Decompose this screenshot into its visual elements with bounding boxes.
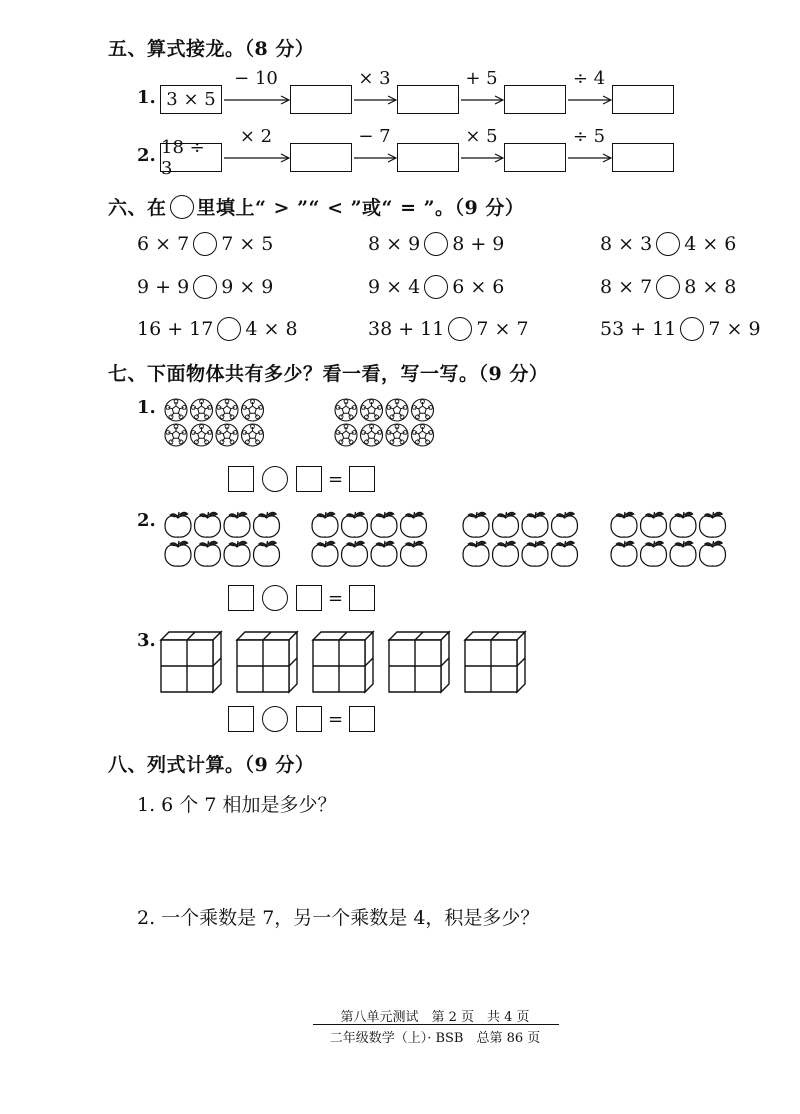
chain-operation-label: × 2 bbox=[239, 126, 273, 147]
arrow-right-icon bbox=[222, 94, 290, 106]
apple-icon bbox=[611, 512, 637, 537]
soccer-ball-icon bbox=[216, 424, 238, 446]
comparison-left: 8 × 3 bbox=[600, 233, 653, 255]
answer-box[interactable] bbox=[349, 585, 375, 611]
apple-icon bbox=[254, 512, 280, 537]
comparison-circle[interactable] bbox=[656, 275, 680, 299]
section7-title: 七、下面物体共有多少？看一看，写一写。（9 分） bbox=[108, 363, 549, 385]
apple-icon bbox=[254, 541, 280, 566]
answer-box[interactable] bbox=[290, 85, 352, 114]
soccer-ball-icon bbox=[165, 424, 187, 446]
chain-number: 1. bbox=[137, 87, 156, 108]
comparison-item bbox=[137, 317, 298, 341]
apple-icon bbox=[165, 512, 191, 537]
apple-icon bbox=[641, 512, 667, 537]
apple-icon bbox=[611, 541, 637, 566]
apple-icon bbox=[195, 541, 221, 566]
soccer-ball-icon bbox=[191, 424, 213, 446]
comparison-item bbox=[137, 275, 273, 299]
apple-icon bbox=[552, 541, 578, 566]
comparison-circle[interactable] bbox=[424, 275, 448, 299]
comparison-circle[interactable] bbox=[448, 317, 472, 341]
cube-stack-icon bbox=[161, 632, 221, 692]
apple-icon bbox=[522, 512, 548, 537]
comparison-item bbox=[137, 232, 273, 256]
apple-icon bbox=[670, 512, 696, 537]
chain-start-box: 18 ÷ 3 bbox=[160, 143, 222, 172]
apple-icon bbox=[342, 541, 368, 566]
comparison-left: 8 × 9 bbox=[368, 233, 421, 255]
comparison-item bbox=[600, 275, 736, 299]
comparison-left: 9 × 4 bbox=[368, 276, 421, 298]
cube-stack-icon bbox=[465, 632, 525, 692]
footer-divider bbox=[313, 1024, 559, 1025]
soccer-ball-icon bbox=[191, 399, 213, 421]
apple-icon bbox=[700, 541, 726, 566]
answer-box[interactable] bbox=[349, 466, 375, 492]
chain-start-box: 3 × 5 bbox=[160, 85, 222, 114]
footer-line-1: 第八单元测试 第 2 页 共 4 页 bbox=[340, 1010, 530, 1025]
equals-sign: = bbox=[328, 708, 344, 730]
apple-icon bbox=[522, 541, 548, 566]
answer-box[interactable] bbox=[228, 706, 254, 732]
chain-operation-label: − 10 bbox=[234, 68, 278, 89]
apple-icon bbox=[312, 541, 338, 566]
comparison-left: 8 × 7 bbox=[600, 276, 653, 298]
section6-title-post: 里填上“ > ”“ < ”或“ = ”。（9 分） bbox=[196, 197, 525, 219]
cube-stack-icon bbox=[237, 632, 297, 692]
section8-question-2: 2. 一个乘数是 7，另一个乘数是 4，积是多少？ bbox=[137, 907, 540, 929]
arrow-right-icon bbox=[222, 152, 290, 164]
arrow-right-icon bbox=[566, 152, 612, 164]
arrow-right-icon bbox=[566, 94, 612, 106]
section5-title: 五、算式接龙。（8 分） bbox=[108, 38, 315, 60]
footer-line-2: 二年级数学（上）· BSB 总第 86 页 bbox=[329, 1031, 541, 1046]
apple-icon bbox=[670, 541, 696, 566]
soccer-ball-icon bbox=[412, 424, 434, 446]
apple-icon bbox=[493, 512, 519, 537]
apple-icon bbox=[463, 512, 489, 537]
comparison-item bbox=[600, 232, 736, 256]
chain-operation-label: × 3 bbox=[358, 68, 391, 89]
section6-title bbox=[108, 193, 524, 220]
comparison-circle[interactable] bbox=[193, 232, 217, 256]
comparison-left: 53 + 11 bbox=[600, 318, 677, 340]
chain-operation-label: ÷ 4 bbox=[572, 68, 606, 89]
section6-title-pre: 六、在 bbox=[108, 197, 167, 219]
soccer-ball-icon bbox=[165, 399, 187, 421]
answer-box[interactable] bbox=[397, 85, 459, 114]
answer-box[interactable] bbox=[349, 706, 375, 732]
operator-circle[interactable] bbox=[262, 585, 288, 611]
comparison-item bbox=[368, 317, 529, 341]
soccer-ball-icon bbox=[242, 424, 264, 446]
apple-icon bbox=[463, 541, 489, 566]
cube-stack-icon bbox=[389, 632, 449, 692]
chain-operation-label: × 5 bbox=[465, 126, 498, 147]
answer-box[interactable] bbox=[296, 706, 322, 732]
answer-box[interactable] bbox=[397, 143, 459, 172]
answer-box[interactable] bbox=[612, 85, 674, 114]
soccer-ball-icon bbox=[361, 424, 383, 446]
soccer-ball-icon bbox=[335, 424, 357, 446]
comparison-right: 9 × 9 bbox=[221, 276, 274, 298]
apple-icon bbox=[224, 512, 250, 537]
comparison-right: 8 + 9 bbox=[452, 233, 505, 255]
soccer-ball-icon bbox=[386, 424, 408, 446]
apple-icon bbox=[195, 512, 221, 537]
answer-box[interactable] bbox=[228, 585, 254, 611]
object-item-number: 2. bbox=[137, 510, 156, 531]
apple-icon bbox=[700, 512, 726, 537]
chain-operation-label: − 7 bbox=[358, 126, 391, 147]
comparison-circle[interactable] bbox=[680, 317, 704, 341]
chain-number: 2. bbox=[137, 145, 156, 166]
comparison-left: 9 + 9 bbox=[137, 276, 190, 298]
comparison-left: 16 + 17 bbox=[137, 318, 214, 340]
apple-icon bbox=[312, 512, 338, 537]
equation-row bbox=[228, 706, 375, 732]
answer-box[interactable] bbox=[504, 85, 566, 114]
comparison-left: 38 + 11 bbox=[368, 318, 445, 340]
operator-circle[interactable] bbox=[262, 466, 288, 492]
answer-box[interactable] bbox=[504, 143, 566, 172]
equals-sign: = bbox=[328, 468, 344, 490]
arrow-right-icon bbox=[459, 94, 504, 106]
chain-operation-label: + 5 bbox=[465, 68, 498, 89]
comparison-right: 4 × 8 bbox=[245, 318, 298, 340]
apple-icon bbox=[165, 541, 191, 566]
soccer-ball-icon bbox=[216, 399, 238, 421]
comparison-right: 8 × 8 bbox=[684, 276, 737, 298]
comparison-item bbox=[600, 317, 761, 341]
answer-box[interactable] bbox=[290, 143, 352, 172]
comparison-circle[interactable] bbox=[656, 232, 680, 256]
soccer-ball-icon bbox=[386, 399, 408, 421]
answer-box[interactable] bbox=[296, 585, 322, 611]
arrow-right-icon bbox=[352, 152, 397, 164]
apple-icon bbox=[224, 541, 250, 566]
object-pictures bbox=[0, 390, 800, 710]
equation-row bbox=[228, 585, 375, 611]
soccer-ball-icon bbox=[412, 399, 434, 421]
apple-icon bbox=[401, 512, 427, 537]
cube-stack-icon bbox=[313, 632, 373, 692]
comparison-right: 6 × 6 bbox=[452, 276, 505, 298]
apple-icon bbox=[342, 512, 368, 537]
apple-icon bbox=[552, 512, 578, 537]
section8-question-1: 1. 6 个 7 相加是多少？ bbox=[137, 794, 337, 816]
apple-icon bbox=[371, 512, 397, 537]
apple-icon bbox=[493, 541, 519, 566]
comparison-circle[interactable] bbox=[424, 232, 448, 256]
soccer-ball-icon bbox=[335, 399, 357, 421]
arrow-right-icon bbox=[459, 152, 504, 164]
comparison-circle[interactable] bbox=[217, 317, 241, 341]
comparison-right: 7 × 9 bbox=[708, 318, 761, 340]
answer-box[interactable] bbox=[228, 466, 254, 492]
comparison-right: 7 × 7 bbox=[476, 318, 529, 340]
answer-box[interactable] bbox=[612, 143, 674, 172]
arrow-right-icon bbox=[352, 94, 397, 106]
soccer-ball-icon bbox=[242, 399, 264, 421]
comparison-right: 4 × 6 bbox=[684, 233, 737, 255]
answer-box[interactable] bbox=[296, 466, 322, 492]
comparison-right: 7 × 5 bbox=[221, 233, 274, 255]
section8-title: 八、列式计算。（9 分） bbox=[108, 754, 315, 776]
equation-row bbox=[228, 466, 375, 492]
apple-icon bbox=[401, 541, 427, 566]
comparison-item bbox=[368, 232, 504, 256]
object-item-number: 1. bbox=[137, 397, 156, 418]
soccer-ball-icon bbox=[361, 399, 383, 421]
apple-icon bbox=[371, 541, 397, 566]
comparison-item bbox=[368, 275, 504, 299]
circle-icon bbox=[170, 195, 194, 219]
equals-sign: = bbox=[328, 587, 344, 609]
operator-circle[interactable] bbox=[262, 706, 288, 732]
apple-icon bbox=[641, 541, 667, 566]
comparison-circle[interactable] bbox=[193, 275, 217, 299]
object-item-number: 3. bbox=[137, 630, 156, 651]
comparison-left: 6 × 7 bbox=[137, 233, 190, 255]
chain-operation-label: ÷ 5 bbox=[572, 126, 606, 147]
